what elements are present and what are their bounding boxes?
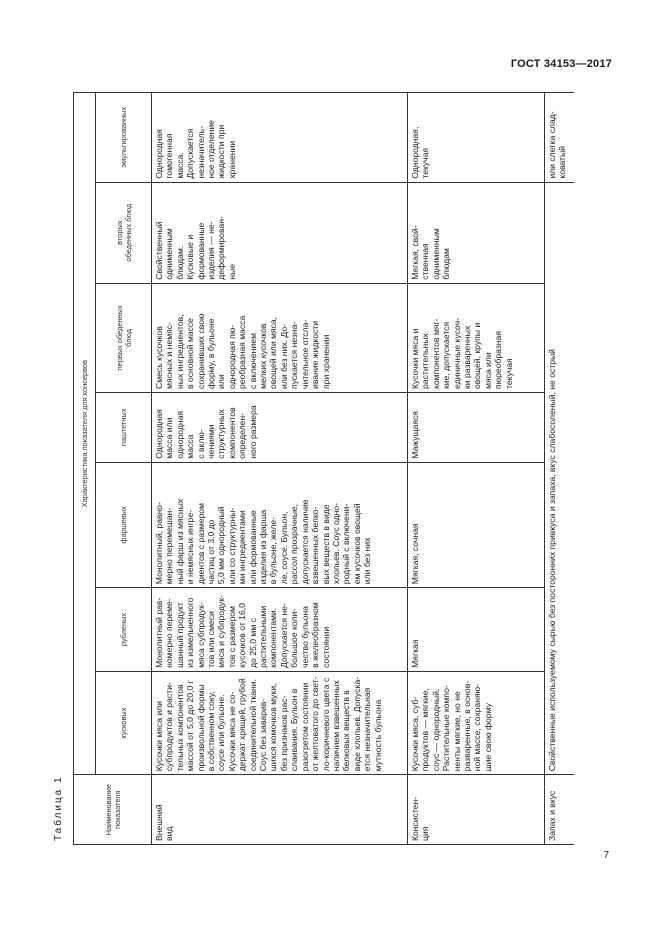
- col-header-name: Наименование показателя: [74, 775, 152, 845]
- col-header-pashtetnye: паштетных: [96, 392, 152, 462]
- indicators-table: [73, 92, 574, 845]
- cell: Монолитный, равно- мерно перемешан- ный фарш из мясных и немясных ингре- диентов с размером частиц от 3,0 до 5,0 мм однородный или со структурны- ми ингредиентами или формованные изделия из фарша в бульоне, желе- ле, соусе. Бульон, рассол прозрачные, допускается наличие взвешенных белко- вых веществ в виде хлопьев. Соус одно- родный с включени- ем кусочков овощей или без них: [152, 462, 408, 588]
- page-number: 7: [603, 850, 609, 861]
- cell: Свойственный однименным блюдам. Кусковые и формованные изделия — не- деформирован- ные: [152, 182, 408, 283]
- col-header-rublenye: рубленых: [96, 588, 152, 672]
- cell: Однородная, текучая: [408, 93, 545, 183]
- col-header-farshevye: фаршевых: [96, 462, 152, 588]
- cell: Однородная масса или однородная масса с вклю- чениями структурных компонентов определен- ного размера: [152, 392, 408, 462]
- rotated-table-area: [53, 92, 574, 845]
- row-name-smell-taste: Запах и вкус: [545, 775, 575, 845]
- table-subheader-row: [96, 93, 152, 845]
- col-header-kuskovye: кусковых: [96, 671, 152, 774]
- cell: Однородная гомогенная масса. Допускается незначитель- ное отделение жидкости при хранении: [152, 93, 408, 183]
- cell: Мягкая: [408, 588, 545, 672]
- table-row-smell-taste: [545, 93, 575, 845]
- row-name-consistency: Консистен- ция: [408, 775, 545, 845]
- rotated-content: [53, 92, 574, 845]
- cell: или слегка слад- коватый: [545, 93, 575, 183]
- cell: Кусочки мяса или субпродуктов и расти- тельных компонентов массой от 5,0 до 20,0 г произвольной формы в собственном соку, соусе или бульоне. Кусочки мяса не со- держат хрящей, грубой соединительной ткани. Соус без заварив- шихся комочков муки, без признаков рас- слаивания. Бульон в разогретом состоянии от желтоватого до свет- ло-коричневого цвета с наличием взвешенных белковых веществ в виде хлопьев. Допуска- ется незначительная мутность бульона: [152, 671, 408, 774]
- cell: Смесь кусочков мясных и немяс- ных ингредиентов, в основной массе сохранивших свою форму, в бульоне или однородная пю- реобразная масса с включением мелких кусочков овощей или мяса, или без них. До- пускается незна- чительное отсла- ивание жидкости при хранении: [152, 283, 408, 392]
- table-row-appearance: [152, 93, 408, 845]
- cell: Кусочки мяса, суб- продуктов — мягкие, соус — однородный. Растительные компо- ненты мягкие, но не разваренные, в основ- ной массе, сохраняю- шие свою форму: [408, 671, 545, 774]
- cell: Кусочки мяса и растительных компонентов мяг- кие, допускается единичные кусоч- ки разваренных овощей, крупы и мяса или пюреобразная текучая: [408, 283, 545, 392]
- standard-number: ГОСТ 34153—2017: [510, 58, 612, 70]
- col-header-emulg: эмульгированных: [96, 93, 152, 183]
- col-header-vtorye: вторых обеденных блюд: [96, 182, 152, 283]
- cell: Мажущаяся: [408, 392, 545, 462]
- cell: Мягкая, сочная: [408, 462, 545, 588]
- cell: Мягкая, свой- ственная однименным блюдам: [408, 182, 545, 283]
- group-header: Характеристика показателя для консервов: [74, 93, 96, 775]
- col-header-pervye: первых обеденных блюд: [96, 283, 152, 392]
- row-name-appearance: Внешний вид: [152, 775, 408, 845]
- table-header-row: [74, 93, 96, 845]
- cell-merged: Свойственные используемому сырью без посторонних привкуса и запаха, вкус слабосоленый, не острый: [545, 182, 575, 775]
- table-caption: Таблица 1: [53, 775, 64, 841]
- cell: Монолитный рав- номерно переме- шанный продукт из измельченного мяса субпродук- тов или смеси мяса и субпродук- тов с размером кусочков от 16,0 до 25,0 мм с растительными компонентами. Допускается не- большое коли- чество бульона в желеобразном состоянии: [152, 588, 408, 672]
- table-row-consistency: [408, 93, 545, 845]
